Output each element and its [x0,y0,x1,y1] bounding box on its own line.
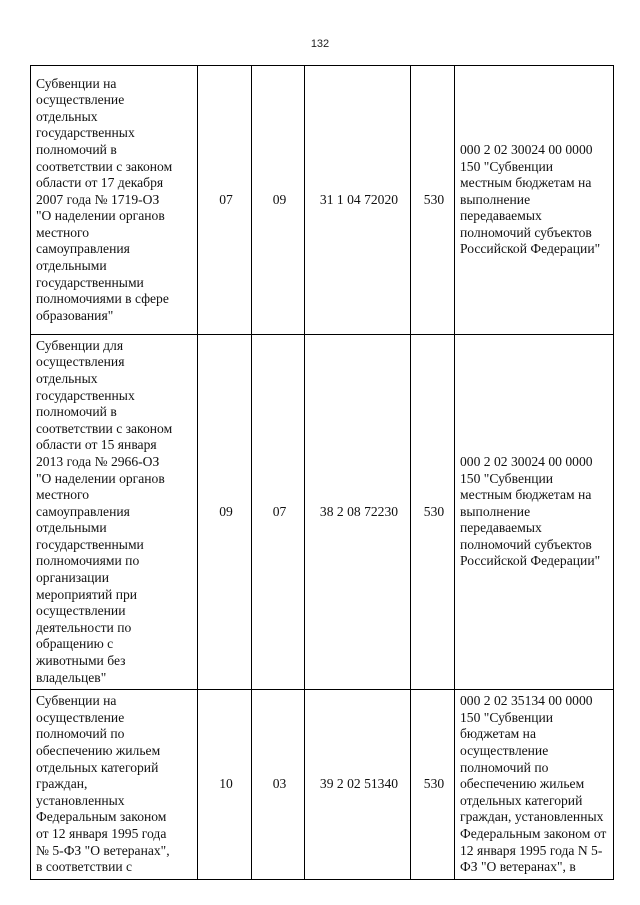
target-article-cell: 38 2 08 72230 [305,335,411,690]
subvention-name-cell-line: отдельных категорий [36,759,159,775]
revenue-code-cell-line: выполнение [460,191,531,207]
subvention-name-cell-line: отдельных [36,108,98,124]
revenue-code-cell-line: бюджетам на [460,726,536,742]
subvention-name-cell-line: осуществление [36,709,125,725]
subvention-name-cell [31,335,198,690]
revenue-code-cell-line: полномочий субъектов [460,536,592,552]
revenue-code-cell [455,335,614,690]
subvention-name-cell-line: мероприятий при [36,586,138,602]
revenue-code-cell-line: 12 января 1995 года N 5- [460,842,603,858]
subsection-code-cell: 09 [252,66,305,335]
subvention-name-cell-line: Субвенции для [36,337,124,353]
subvention-name-cell-line: от 12 января 1995 года [36,825,167,841]
subvention-name-cell-line: отдельными [36,520,107,536]
subvention-name-cell [31,690,198,880]
subvention-name-cell [31,66,198,335]
subvention-name-cell-line: "О наделении органов [36,208,165,224]
subvention-name-cell-line: государственными [36,274,144,290]
budget-table [30,65,614,880]
subsection-code-cell: 03 [252,690,305,880]
expense-type-cell: 530 [411,690,455,880]
subvention-name-cell-line: Субвенции на [36,75,117,91]
revenue-code-cell-line: выполнение [460,503,531,519]
subvention-name-cell-line: полномочий в [36,141,117,157]
subvention-name-cell-line: "О наделении органов [36,470,165,486]
revenue-code-cell [455,66,614,335]
revenue-code-cell-line: граждан, установленных [460,809,604,825]
subvention-name-cell-line: животными без [36,653,126,669]
section-code-cell: 07 [198,66,252,335]
subvention-name-cell-line: деятельности по [36,619,132,635]
revenue-code-cell-line: 000 2 02 35134 00 0000 [460,693,593,709]
revenue-code-cell-line: полномочий субъектов [460,224,592,240]
revenue-code-cell-line: передаваемых [460,208,542,224]
table-row [31,335,614,690]
subvention-name-cell-line: обращению с [36,636,114,652]
subvention-name-cell-line: обеспечению жильем [36,743,161,759]
subvention-name-cell-line: осуществление [36,92,125,108]
subvention-name-cell-line: установленных [36,792,125,808]
revenue-code-cell-line: 150 "Субвенции [460,470,554,486]
target-article-cell: 31 1 04 72020 [305,66,411,335]
subvention-name-cell-line: полномочий по [36,726,125,742]
page-number: 132 [310,38,330,50]
revenue-code-cell-line: 000 2 02 30024 00 0000 [460,141,593,157]
subvention-name-cell-line: области от 17 декабря [36,175,164,191]
subsection-code-cell: 07 [252,335,305,690]
expense-type-cell: 530 [411,335,455,690]
table-row [31,690,614,880]
revenue-code-cell-line: местным бюджетам на [460,487,592,503]
subvention-name-cell-line: в соответствии с [36,859,133,875]
section-code-cell: 09 [198,335,252,690]
subvention-name-cell-line: местного [36,224,90,240]
revenue-code-cell [455,690,614,880]
revenue-code-cell-line: Российской Федерации" [460,553,601,569]
subvention-name-cell-line: полномочиями по [36,553,140,569]
revenue-code-cell-line: осуществление [460,743,549,759]
revenue-code-cell-line: обеспечению жильем [460,776,585,792]
revenue-code-cell-line: 150 "Субвенции [460,709,554,725]
subvention-name-cell-line: организации [36,570,109,586]
revenue-code-cell-line: передаваемых [460,520,542,536]
subvention-name-cell-line: самоуправления [36,503,130,519]
revenue-code-cell-line: местным бюджетам на [460,175,592,191]
subvention-name-cell-line: 2013 года № 2966-ОЗ [36,453,160,469]
subvention-name-cell-line: владельцев" [36,669,107,685]
subvention-name-cell-line: соответствии с законом [36,158,173,174]
subvention-name-cell-line: местного [36,487,90,503]
subvention-name-cell-line: государственных [36,125,135,141]
subvention-name-cell-line: полномочий в [36,404,117,420]
revenue-code-cell-line: отдельных категорий [460,792,583,808]
table-row [31,66,614,335]
revenue-code-cell-line: Федеральным законом от [460,825,607,841]
subvention-name-cell-line: образования" [36,307,114,323]
subvention-name-cell-line: государственными [36,536,144,552]
revenue-code-cell-line: Российской Федерации" [460,241,601,257]
subvention-name-cell-line: 2007 года № 1719-ОЗ [36,191,160,207]
subvention-name-cell-line: отдельных [36,370,98,386]
subvention-name-cell-line: области от 15 января [36,437,157,453]
subvention-name-cell-line: № 5-ФЗ "О ветеранах", [36,842,170,858]
section-code-cell: 10 [198,690,252,880]
subvention-name-cell-line: государственных [36,387,135,403]
subvention-name-cell-line: отдельными [36,258,107,274]
revenue-code-cell-line: полномочий по [460,759,549,775]
revenue-code-cell-line: 000 2 02 30024 00 0000 [460,453,593,469]
revenue-code-cell-line: 150 "Субвенции [460,158,554,174]
subvention-name-cell-line: полномочиями в сфере [36,291,169,307]
expense-type-cell: 530 [411,66,455,335]
subvention-name-cell-line: осуществлении [36,603,126,619]
subvention-name-cell-line: Федеральным законом [36,809,167,825]
subvention-name-cell-line: осуществления [36,354,125,370]
subvention-name-cell-line: соответствии с законом [36,420,173,436]
subvention-name-cell-line: Субвенции на [36,693,117,709]
target-article-cell: 39 2 02 51340 [305,690,411,880]
subvention-name-cell-line: самоуправления [36,241,130,257]
subvention-name-cell-line: граждан, [36,776,88,792]
revenue-code-cell-line: ФЗ "О ветеранах", в [460,859,576,875]
